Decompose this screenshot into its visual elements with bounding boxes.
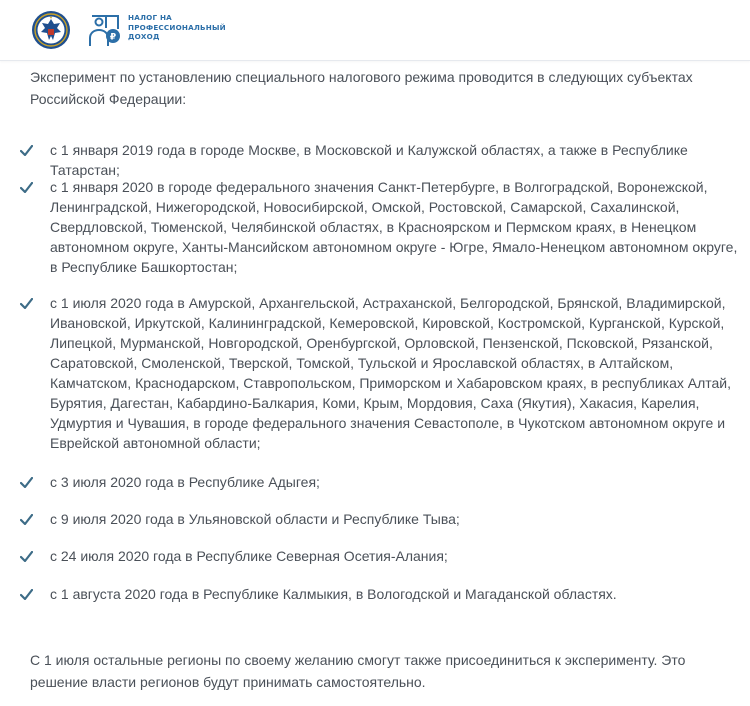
brand-title[interactable] xyxy=(128,13,226,42)
check-icon xyxy=(20,514,33,525)
fns-emblem-icon[interactable] xyxy=(31,10,71,50)
list-item-text: с 9 июля 2020 года в Ульяновской области и Республике Тыва; xyxy=(50,511,460,527)
list-item-text: с 24 июля 2020 года в Республике Северная Осетия-Алания; xyxy=(50,548,448,564)
list-item-text: с 1 июля 2020 года в Амурской, Архангельской, Астраханской, Белгородской, Брянской, Владимирской, Ивановской, Иркутской, Калининградской, Кемеровской, Кировской, Костромской, Курганской, Курской, Липецкой, Мурманской, Новгородской, Оренбургской, Орловской, Пензенской, Псковской, Рязанской, Саратовской, Смоленской, Тверской, Томской, Тульской и Ярославской областях, в Алтайском, Камчатском, Краснодарском, Ставропольском, Приморском и Хабаровском краях, в республиках Алтай, Бурятия, Дагестан, Кабардино-Балкария, Коми, Крым, Мордовия, Саха (Якутия), Хакасия, Карелия, Удмуртия и Чувашия, в городе федерального значения Севастополе, в Чукотском автономном округе и Еврейской автономной области; xyxy=(50,295,732,451)
check-icon xyxy=(20,145,33,156)
brand-line-1: НАЛОГ НА xyxy=(128,13,172,22)
site-header xyxy=(0,0,750,61)
svg-text:₽: ₽ xyxy=(109,32,117,43)
check-icon xyxy=(20,589,33,600)
list-item-text: с 1 января 2020 в городе федерального значения Санкт-Петербурге, в Волгоградской, Воронежской, Ленинградской, Нижегородской, Новосибирской, Омской, Ростовской, Самарской, Сахалинской, Свердловской, Тюменской, Челябинской областях, в Красноярском и Пермском краях, в Ненецком автономном округе, Ханты-Мансийском автономном округе - Югре, Ямало-Ненецком автономном округе, в Республике Башкортостан; xyxy=(50,179,738,275)
intro-paragraph: Эксперимент по установлению специального налогового режима проводится в следующих субъектах Российской Федерации: xyxy=(30,69,693,107)
check-icon xyxy=(20,182,33,193)
outro-paragraph: С 1 июля остальные регионы по своему желанию смогут также присоединиться к эксперименту. Это решение власти регионов будут принимать самостоятельно. xyxy=(30,652,686,690)
npd-logo-icon[interactable] xyxy=(87,12,125,48)
list-item-text: с 1 августа 2020 года в Республике Калмыкия, в Вологодской и Магаданской областях. xyxy=(50,586,617,602)
list-item-text: с 1 января 2019 года в городе Москве, в Московской и Калужской областях, а также в Республике Татарстан; xyxy=(50,142,688,178)
brand-line-3: ДОХОД xyxy=(128,32,160,41)
check-icon xyxy=(20,551,33,562)
brand-line-2: ПРОФЕССИОНАЛЬНЫЙ xyxy=(128,22,226,32)
check-icon xyxy=(20,477,33,488)
main-content xyxy=(30,66,730,110)
check-icon xyxy=(20,298,33,309)
list-item-text: с 3 июля 2020 года в Республике Адыгея; xyxy=(50,474,320,490)
